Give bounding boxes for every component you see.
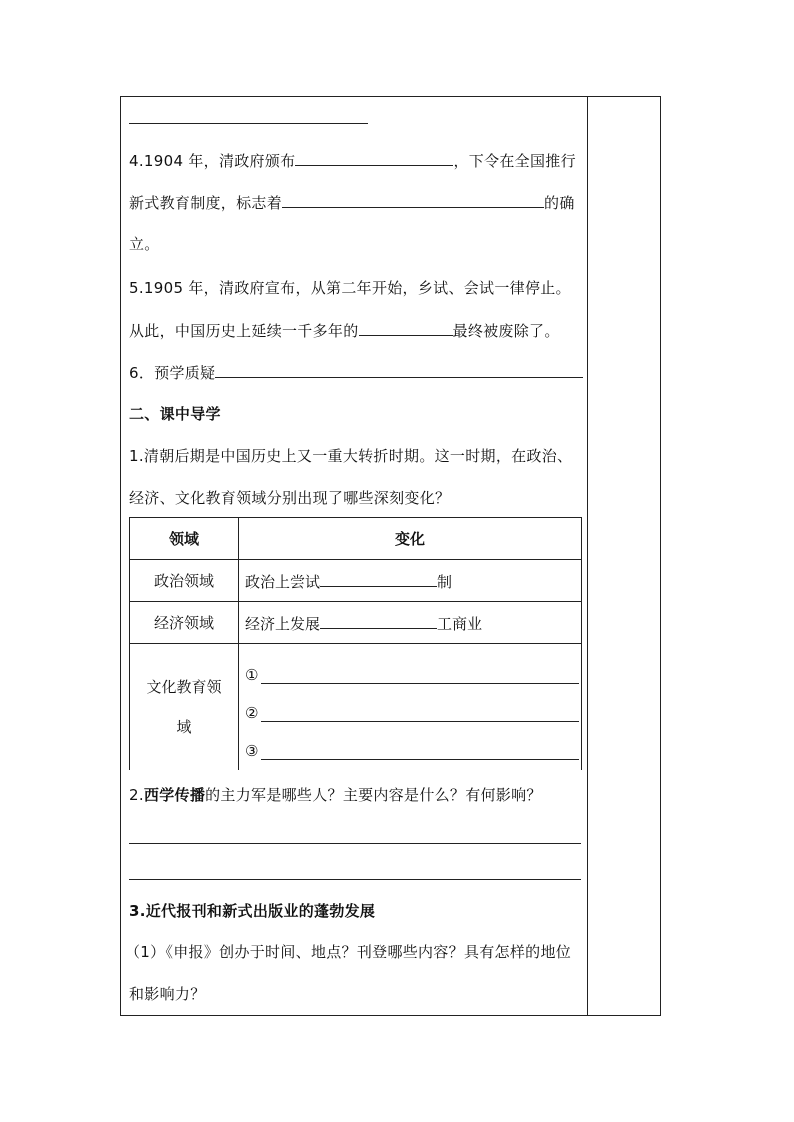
field-culture — [130, 644, 239, 771]
item-4-text-a: 4.1904 年，清政府颁布 — [129, 152, 296, 170]
section-two-heading: 二、课中导学 — [129, 405, 221, 423]
header-change: 变化 — [239, 518, 582, 560]
question-3-heading: 3.近代报刊和新式出版业的蓬勃发展 — [129, 902, 376, 920]
question-1-line-2: 经济、文化教育领域分别出现了哪些深刻变化？ — [129, 489, 451, 507]
culture-blank-3[interactable] — [261, 739, 579, 760]
change-politics-blank[interactable] — [320, 570, 437, 587]
item-6-label: 6．预学质疑 — [129, 364, 216, 382]
item-5-text-a: 从此，中国历史上延续一千多年的 — [129, 322, 359, 340]
circled-1: ① — [245, 666, 259, 684]
circled-3: ③ — [245, 742, 259, 760]
header-field: 领域 — [130, 518, 239, 560]
table-row — [130, 602, 582, 644]
question-2 — [129, 784, 542, 805]
change-politics-post: 制 — [437, 572, 453, 591]
item-4-line-3: 立。 — [129, 235, 160, 253]
field-politics: 政治领域 — [130, 560, 239, 602]
table-row — [130, 644, 582, 771]
item-4-text-c: 新式教育制度，标志着 — [129, 194, 283, 212]
change-politics-pre: 政治上尝试 — [245, 572, 321, 591]
change-economy-post: 工商业 — [437, 614, 483, 633]
field-economy: 经济领域 — [130, 602, 239, 644]
item-6-blank[interactable] — [215, 361, 583, 378]
change-economy — [239, 602, 582, 644]
question-2-keyword: 西学传播 — [143, 786, 206, 804]
culture-blank-1[interactable] — [261, 663, 579, 684]
item-4-blank-2[interactable] — [282, 191, 544, 208]
question-1-line-1: 1.清朝后期是中国历史上又一重大转折时期。这一时期，在政治、 — [129, 447, 573, 465]
item-5-line-2 — [129, 319, 560, 341]
culture-blank-2[interactable] — [261, 701, 579, 722]
culture-item-3 — [245, 722, 581, 760]
question-2-num: 2. — [129, 786, 144, 804]
answer-line-q2-2[interactable] — [129, 879, 581, 880]
item-6-line — [129, 361, 583, 383]
question-2-text: 的主力军是哪些人？主要内容是什么？有何影响？ — [205, 786, 542, 804]
item-4-text-b: ，下令在全国推行 — [453, 152, 576, 170]
item-5-line-1: 5.1905 年，清政府宣布，从第二年开始，乡试、会试一律停止。 — [129, 279, 571, 297]
change-economy-pre: 经济上发展 — [245, 614, 321, 633]
item-4-line-2 — [129, 191, 575, 213]
item-5-text-b: 最终被废除了。 — [452, 322, 560, 340]
worksheet-frame — [120, 96, 661, 1016]
question-3-1-line-1: （1）《申报》创办于时间、地点？刊登哪些内容？具有怎样的地位 — [125, 943, 572, 961]
table-row — [130, 560, 582, 602]
answer-line-top[interactable] — [129, 123, 368, 124]
field-culture-line-1: 文化教育领 — [146, 678, 222, 696]
item-4-line-1 — [129, 149, 576, 171]
answer-line-q2-1[interactable] — [129, 843, 581, 844]
worksheet-content — [121, 97, 587, 1015]
table-header-row — [130, 518, 582, 560]
item-4-blank-1[interactable] — [295, 149, 453, 166]
question-3-1-line-2: 和影响力？ — [129, 985, 206, 1003]
item-5-blank[interactable] — [359, 319, 453, 336]
change-politics — [239, 560, 582, 602]
circled-2: ② — [245, 704, 259, 722]
notes-column-divider — [587, 97, 588, 1015]
culture-item-2 — [245, 684, 581, 722]
item-4-text-d: 的确 — [544, 194, 575, 212]
culture-item-1 — [245, 646, 581, 684]
change-culture — [239, 644, 582, 771]
field-culture-line-2: 域 — [176, 718, 192, 736]
change-economy-blank[interactable] — [320, 612, 437, 629]
changes-table — [129, 517, 582, 770]
